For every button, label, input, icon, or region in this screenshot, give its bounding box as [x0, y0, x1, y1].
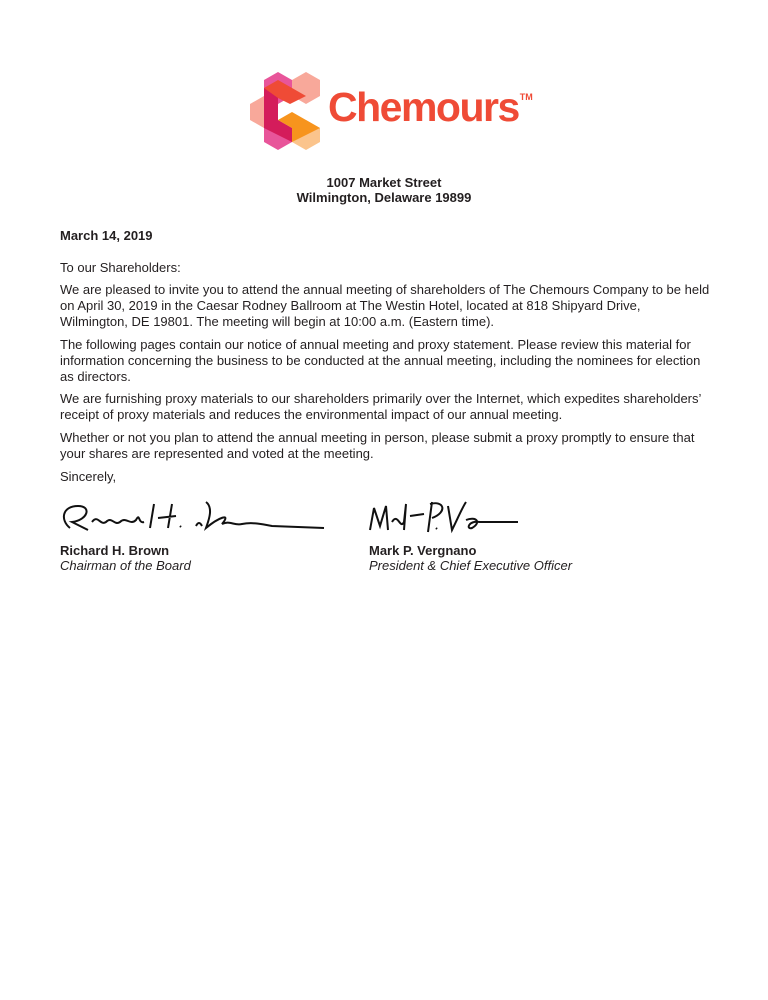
chemours-logo-mark [250, 68, 322, 150]
signatory-title: Chairman of the Board [60, 558, 191, 573]
address [0, 175, 768, 205]
signatory-title: President & Chief Executive Officer [369, 558, 573, 573]
signatory-name: Mark P. Vergnano [369, 543, 477, 558]
paragraph: Whether or not you plan to attend the annual meeting in person, please submit a proxy promptly to ensure that your shares are represented and voted at the meeting. [60, 430, 695, 461]
address-line-2: Wilmington, Delaware 19899 [296, 190, 472, 205]
paragraph: We are furnishing proxy materials to our shareholders primarily over the Internet, which expedites shareholders’ receipt of proxy materials and reduces the environmental impact of our annual meeting. [60, 391, 701, 422]
signatory-name: Richard H. Brown [60, 543, 170, 558]
paragraph: We are pleased to invite you to attend the annual meeting of shareholders of The Chemours Company to be held on April 30, 2019 in the Caesar Rodney Ballroom at The Westin Hotel, located at 818 Shipyard Drive, Wilmington, DE 19801. The meeting will begin at 10:00 a.m. (Eastern time). [60, 282, 710, 329]
logo-name: Chemours [328, 84, 519, 130]
signature-richard-brown [58, 498, 328, 538]
salutation: To our Shareholders: [60, 260, 181, 275]
chemours-logo-text [328, 84, 533, 131]
signature-mark-vergnano [366, 498, 526, 538]
letter-date: March 14, 2019 [60, 228, 153, 243]
trademark: TM [519, 92, 533, 102]
paragraph: The following pages contain our notice of annual meeting and proxy statement. Please review this material for information concerning the business to be conducted at the annual meeting, including the nominees for election as directors. [60, 337, 701, 384]
address-line-1: 1007 Market Street [326, 175, 442, 190]
closing: Sincerely, [60, 469, 117, 484]
